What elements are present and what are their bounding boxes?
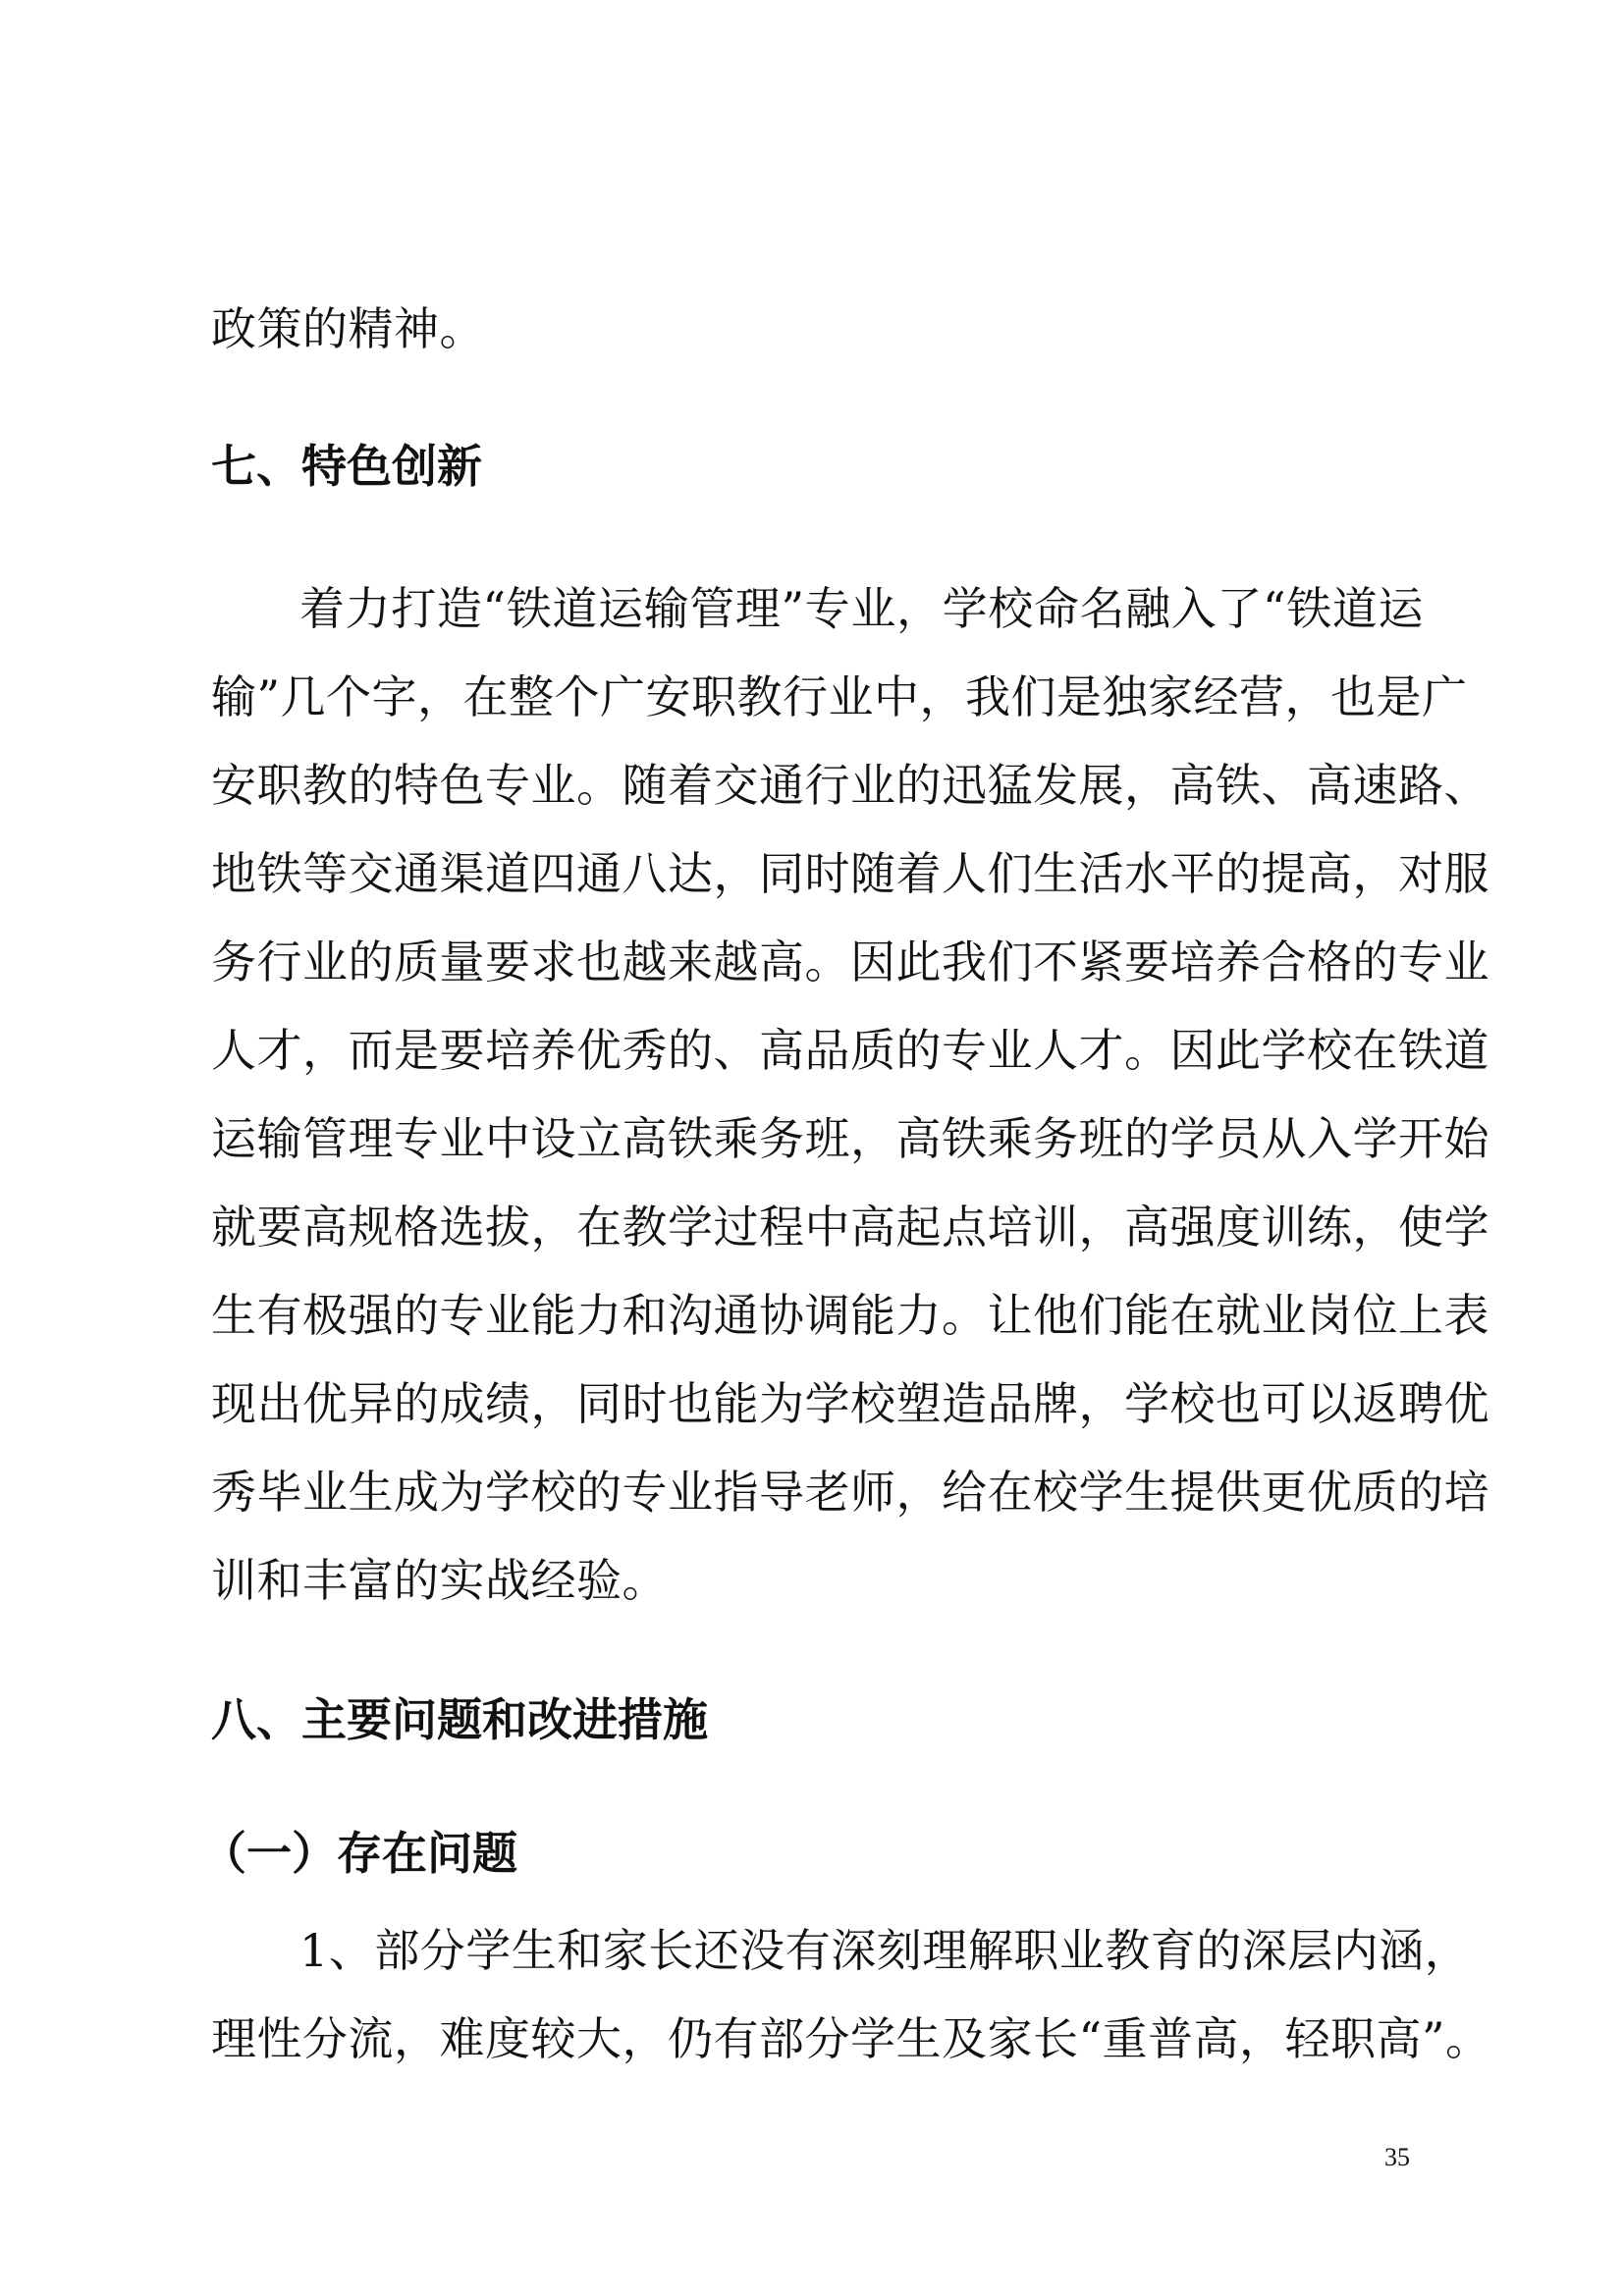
section-8-title: 八、主要问题和改进措施 (211, 1693, 708, 1746)
section-7-paragraph-line: 务行业的质量要求也越来越高。因此我们不紧要培养合格的专业 (211, 935, 1489, 988)
intro-paragraph-line: 政策的精神。 (211, 302, 485, 355)
subsection-1-paragraph-line: 理性分流，难度较大，仍有部分学生及家长“重普高，轻职高”。 (211, 2012, 1491, 2065)
subsection-1-paragraph-line: 1、部分学生和家长还没有深刻理解职业教育的深层内涵， (299, 1924, 1471, 1977)
section-7-paragraph-line: 生有极强的专业能力和沟通协调能力。让他们能在就业岗位上表 (211, 1289, 1489, 1342)
section-7-paragraph-line: 着力打造“铁道运输管理”专业，学校命名融入了“铁道运 (299, 582, 1424, 635)
section-7-paragraph-line: 安职教的特色专业。随着交通行业的迅猛发展，高铁、高速路、 (211, 759, 1489, 812)
section-7-paragraph-line: 训和丰富的实战经验。 (211, 1554, 668, 1607)
section-7-paragraph-line: 现出优异的成绩，同时也能为学校塑造品牌，学校也可以返聘优 (211, 1377, 1489, 1430)
page-number: 35 (1384, 2143, 1410, 2171)
subsection-1-title: （一）存在问题 (201, 1827, 517, 1880)
section-7-paragraph-line: 运输管理专业中设立高铁乘务班，高铁乘务班的学员从入学开始 (211, 1112, 1489, 1165)
section-7-title: 七、特色创新 (211, 440, 482, 493)
section-7-paragraph-line: 输”几个字，在整个广安职教行业中，我们是独家经营，也是广 (211, 670, 1468, 723)
section-7-paragraph-line: 人才，而是要培养优秀的、高品质的专业人才。因此学校在铁道 (211, 1024, 1489, 1077)
section-7-paragraph-line: 地铁等交通渠道四通八达，同时随着人们生活水平的提高，对服 (211, 847, 1489, 900)
section-7-paragraph-line: 秀毕业生成为学校的专业指导老师，给在校学生提供更优质的培 (211, 1466, 1489, 1519)
section-7-paragraph-line: 就要高规格选拔，在教学过程中高起点培训，高强度训练，使学 (211, 1201, 1489, 1254)
